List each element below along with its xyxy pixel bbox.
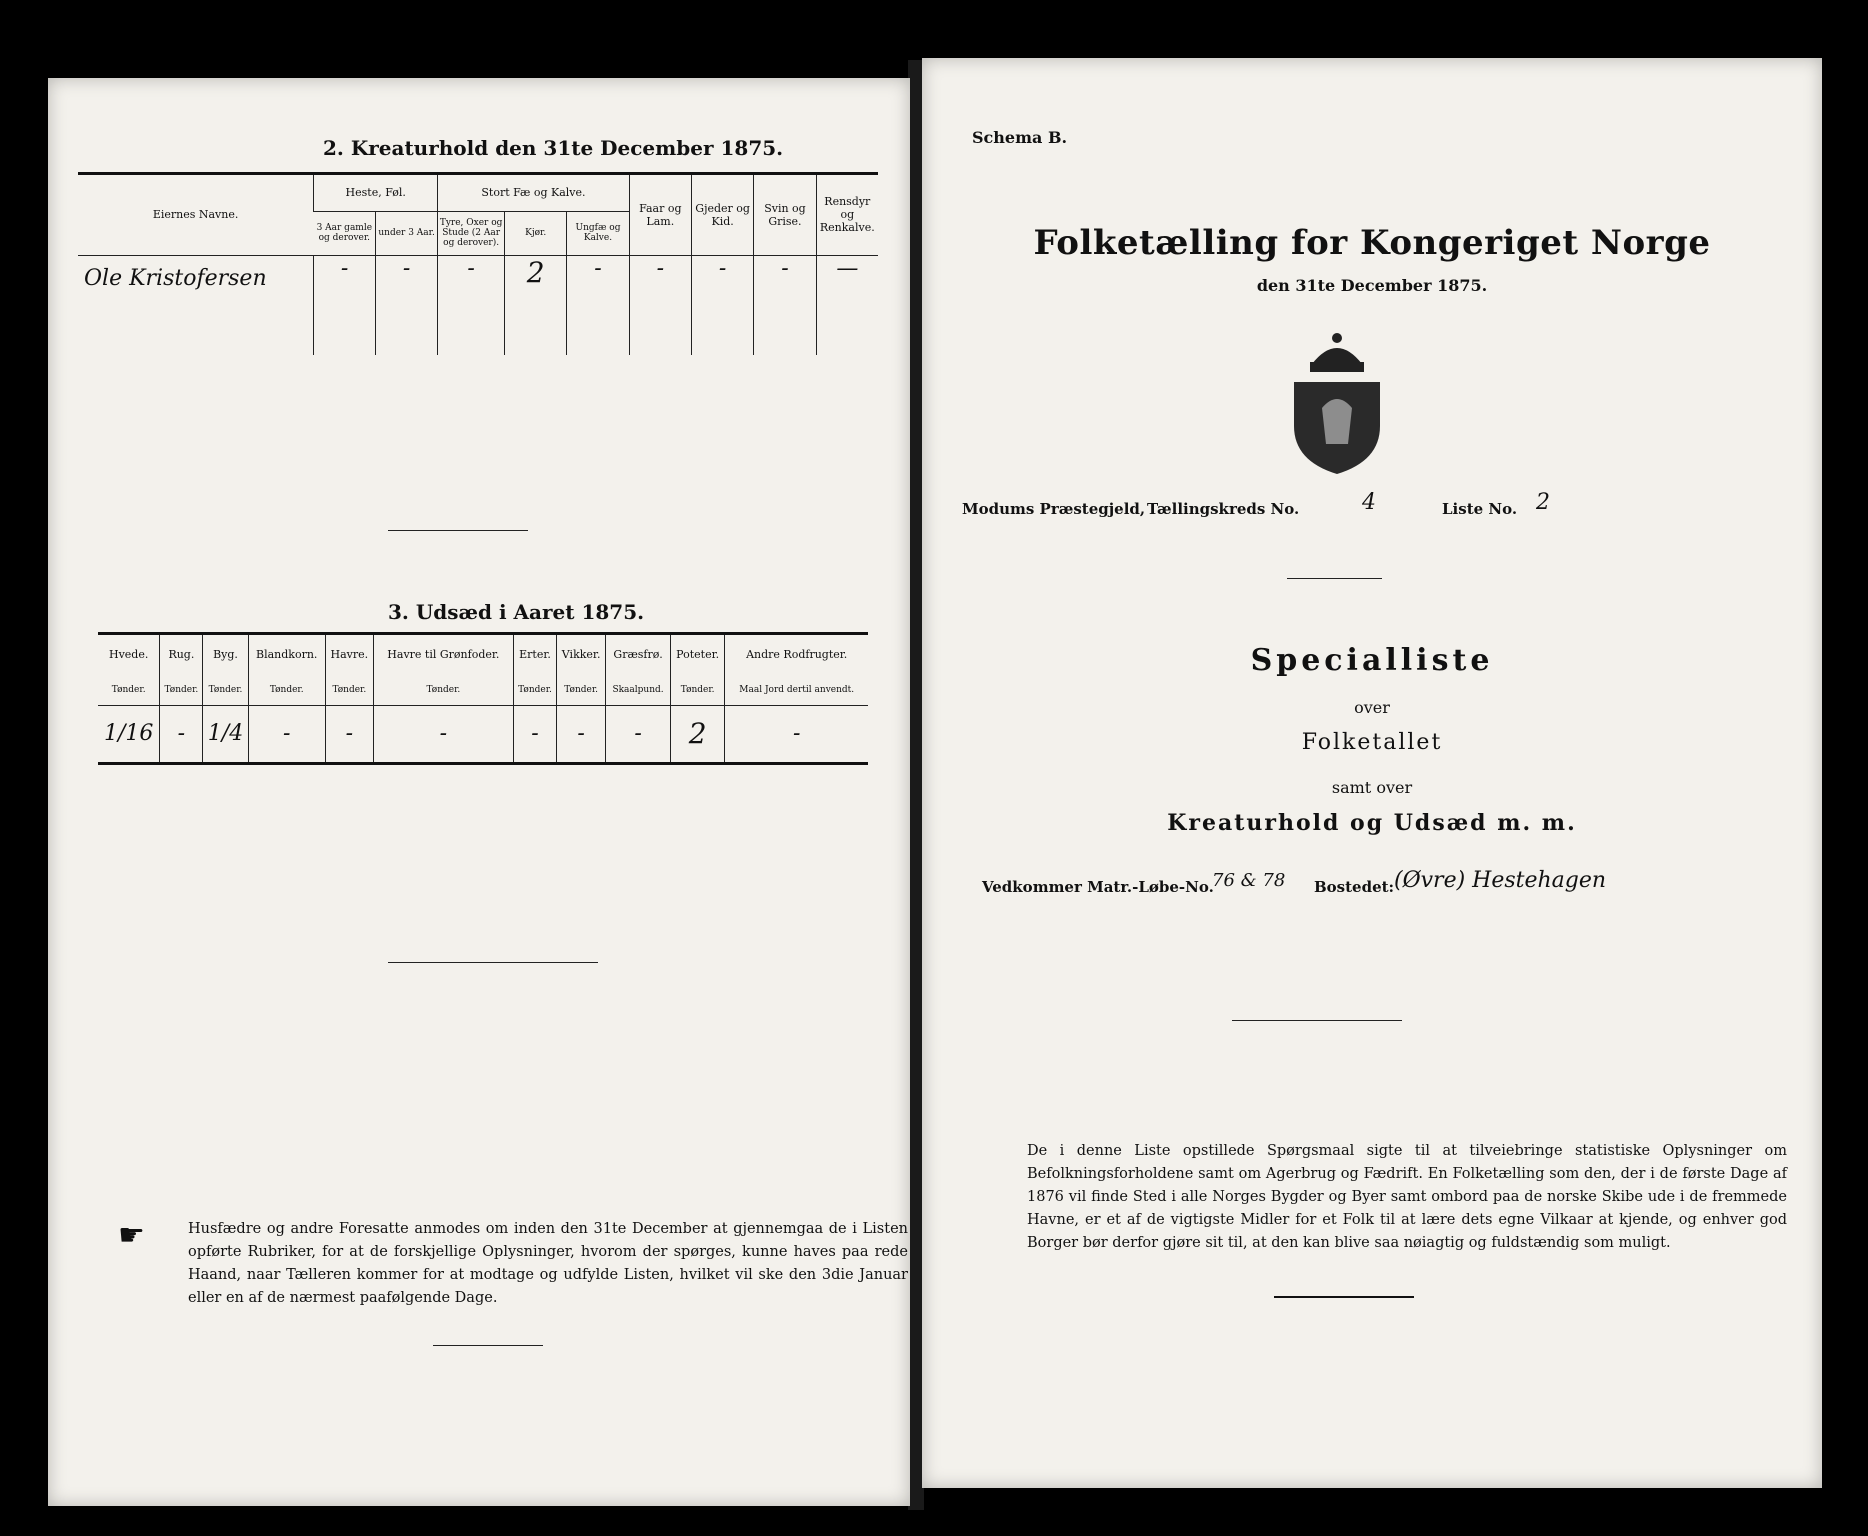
- sow-value: -: [557, 705, 606, 763]
- col-gjeder: Gjeder og Kid.: [691, 175, 753, 255]
- sow-value: 1/4: [203, 705, 248, 763]
- sow-value: -: [513, 705, 556, 763]
- col-stort-b: Kjør.: [504, 211, 566, 255]
- col-heste: Heste, Føl.: [314, 175, 438, 211]
- sowing-table: [98, 635, 868, 765]
- col-heste-a: 3 Aar gamle og derover.: [316, 223, 373, 243]
- sow-unit: Tønder.: [557, 674, 606, 705]
- sow-unit: Tønder.: [111, 684, 146, 695]
- samt-over-text: samt over: [1331, 778, 1413, 797]
- section-2-title: 2. Kreaturhold den 31te December 1875.: [323, 136, 784, 160]
- owner-cell: Ole Kristofersen: [84, 265, 267, 291]
- sow-col-6: Havre til Grønfoder.: [373, 635, 513, 674]
- right-note: De i denne Liste opstillede Spørgsmaal sigte til at tilveiebringe statistiske Oplysninger om Befolkningsforholdene samt om Agerbrug og Fædrift. En Folketælling som den, der i de første Dage af 1876 vil finde Sted i alle Norges Bygder og Byer samt ombord paa de norske Skibe ude i de fremmede Havne, er et af de vigtigste Midler for et Folk til at lære dets egne Vilkaar at kjende, og enhver god Borger bør derfor gjøre sit til, at den kan blive saa nøiagtig og fuldstændig som muligt.: [1027, 1143, 1787, 1251]
- folketallet-text: Folketallet: [1301, 730, 1443, 755]
- value-cell: -: [375, 255, 437, 355]
- sow-unit: Skaalpund.: [606, 674, 671, 705]
- col-stort-c: Ungfæ og Kalve.: [567, 211, 629, 255]
- value-cell: 2: [504, 255, 566, 355]
- sow-col-7: Erter.: [513, 635, 556, 674]
- section-3-title: 3. Udsæd i Aaret 1875.: [388, 600, 645, 624]
- sow-value: 1/16: [103, 721, 154, 747]
- col-rensdyr: Rensdyr og Renkalve.: [816, 175, 878, 255]
- value-cell: -: [314, 255, 376, 355]
- sow-unit: Tønder.: [203, 674, 248, 705]
- sow-value: 2: [670, 705, 725, 763]
- sow-value: -: [160, 705, 203, 763]
- value-cell: -: [438, 255, 505, 355]
- sow-col-3: Byg.: [203, 635, 248, 674]
- sow-col-10: Poteter.: [670, 635, 725, 674]
- sow-unit: Maal Jord dertil anvendt.: [725, 674, 868, 705]
- sow-col-11: Andre Rodfrugter.: [725, 635, 868, 674]
- col-owner: Eiernes Navne.: [152, 208, 239, 222]
- list-value: 2: [1536, 490, 1550, 515]
- value-cell: -: [754, 255, 816, 355]
- sow-col-5: Havre.: [325, 635, 373, 674]
- divider: [1232, 1020, 1402, 1021]
- divider: [1274, 1296, 1414, 1298]
- over-text: over: [1354, 698, 1390, 717]
- col-faar: Faar og Lam.: [629, 175, 691, 255]
- col-stort: Stort Fæ og Kalve.: [438, 175, 629, 211]
- matr-value: 76 & 78: [1212, 870, 1286, 891]
- right-page: [922, 58, 1822, 1488]
- sow-col-1: Hvede.: [108, 648, 149, 662]
- sow-col-8: Vikker.: [557, 635, 606, 674]
- bosted-value: (Øvre) Hestehagen: [1394, 868, 1607, 893]
- district-label: Tællingskreds No.: [1147, 500, 1300, 518]
- livestock-table: [78, 175, 878, 355]
- col-heste-b: under 3 Aar.: [375, 211, 437, 255]
- sow-col-2: Rug.: [160, 635, 203, 674]
- sow-unit: Tønder.: [373, 674, 513, 705]
- divider: [1287, 578, 1382, 579]
- sow-unit: Tønder.: [325, 674, 373, 705]
- sow-unit: Tønder.: [248, 674, 325, 705]
- left-page: [48, 78, 910, 1506]
- divider: [388, 962, 598, 963]
- value-cell: -: [691, 255, 753, 355]
- district-value: 4: [1362, 490, 1376, 515]
- coat-of-arms-icon: [1282, 326, 1392, 478]
- sow-col-4: Blandkorn.: [248, 635, 325, 674]
- sow-unit: Tønder.: [513, 674, 556, 705]
- census-date: den 31te December 1875.: [1256, 276, 1488, 295]
- sow-value: -: [725, 705, 868, 763]
- specialliste-heading: Specialliste: [1250, 643, 1494, 678]
- sow-unit: Tønder.: [670, 674, 725, 705]
- sow-value: -: [248, 705, 325, 763]
- list-label: Liste No.: [1442, 500, 1518, 518]
- divider: [388, 530, 528, 531]
- schema-label: Schema B.: [972, 128, 1068, 147]
- left-note: Husfædre og andre Foresatte anmodes om inden den 31te December at gjennemgaa de i Listen opførte Rubriker, for at de forskjellige Oplysninger, hvorom der spørges, kunne haves paa rede Haand, naar Tælleren kommer for at modtage og udfylde Listen, hvilket vil ske den 3die Januar eller en af de nærmest paafølgende Dage.: [188, 1221, 908, 1306]
- bosted-label: Bostedet:: [1314, 878, 1395, 896]
- sow-value: -: [373, 705, 513, 763]
- sow-value: -: [606, 705, 671, 763]
- pointing-hand-icon: ☛: [118, 1218, 145, 1253]
- col-stort-a: Tyre, Oxer og Stude (2 Aar og derover).: [438, 211, 505, 255]
- col-svin: Svin og Grise.: [754, 175, 816, 255]
- sow-unit: Tønder.: [160, 674, 203, 705]
- sow-value: -: [325, 705, 373, 763]
- value-cell: -: [629, 255, 691, 355]
- parish-name: Modums Præstegjeld,: [962, 500, 1146, 518]
- value-cell: -: [567, 255, 629, 355]
- matr-label: Vedkommer Matr.-Løbe-No.: [982, 878, 1214, 896]
- page-title: Folketælling for Kongeriget Norge: [1033, 223, 1711, 263]
- sow-col-9: Græsfrø.: [606, 635, 671, 674]
- divider: [433, 1345, 543, 1346]
- kreaturhold-text: Kreaturhold og Udsæd m. m.: [1167, 810, 1577, 836]
- value-cell: —: [816, 255, 878, 355]
